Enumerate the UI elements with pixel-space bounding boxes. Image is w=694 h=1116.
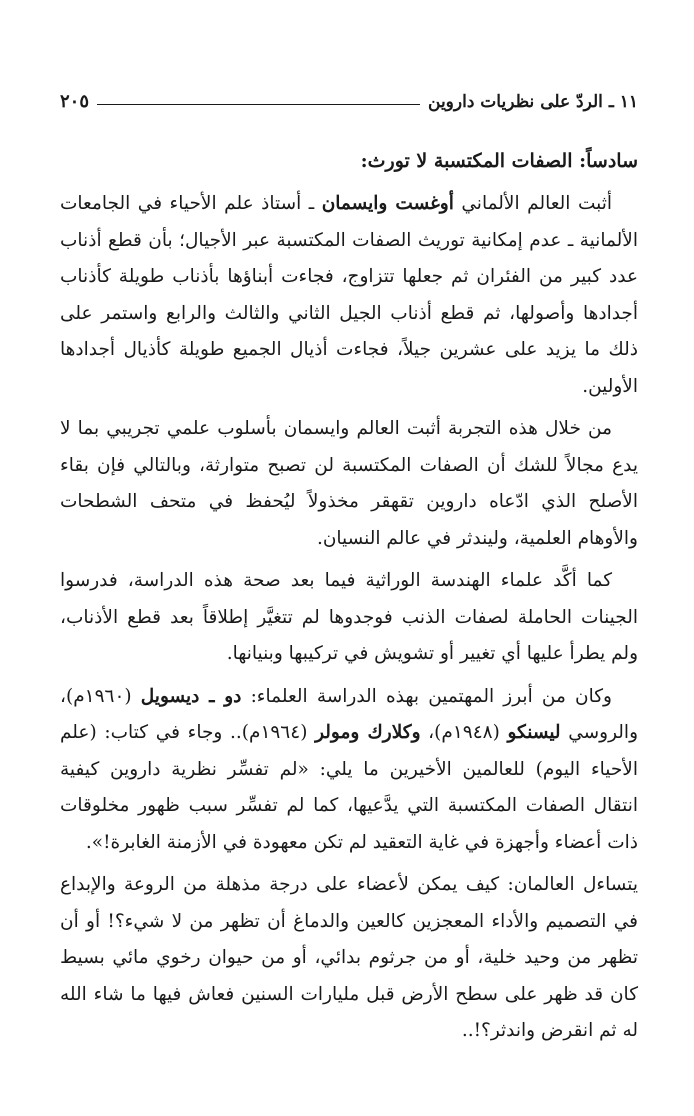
paragraph-2: من خلال هذه التجربة أثبت العالم وايسمان بأسلوب علمي تجريبي بما لا يدع مجالاً للشك أن الصفات المكتسبة لن تصبح متوارثة، وبالتالي فإن بقاء الأصلح الذي ادّعاه داروين تقهقر مخذولاً ليُحفظ في متحف الشطحات والأوهام العلمية، وليندثر في عالم النسيان.: [60, 418, 638, 549]
scientist-name-desoil: دو ـ ديسويل: [140, 685, 242, 707]
scientist-name-weismann: أوغست وايسمان: [321, 193, 454, 214]
paragraph-4-text-a: وكان من أبرز المهتمين بهذه الدراسة العلماء:: [241, 685, 612, 707]
running-header: [60, 82, 638, 112]
paragraph-3: كما أكَّد علماء الهندسة الوراثية فيما بعد صحة هذه الدراسة، فدرسوا الجينات الحاملة لصفات الذنب فوجدوها لم تتغيَّر إطلاقاً بعد قطع الأذناب، ولم يطرأ عليها أي تغيير أو تشويش في تركيبها وبنيانها.: [60, 570, 638, 664]
page-number: ٢٠٥: [60, 91, 90, 112]
scientist-name-lysenko: ليسنكو: [507, 722, 561, 743]
running-title: ١١ ـ الردّ على نظريات داروين: [428, 92, 638, 112]
paragraph-4: [60, 679, 638, 862]
paragraph-1-text-b: ـ أستاذ علم الأحياء في الجامعات الألمانية ـ عدم إمكانية توريث الصفات المكتسبة عبر الأجيال؛ بأن قطع أذناب عدد كبير من الفئران ثم جعلها تتزاوج، فجاءت أبناؤها بأذناب طويلة كأذناب أجدادها وأصولها، ثم قطع أذناب الجيل الثاني والثالث والرابع واستمر على ذلك ما يزيد على عشرين جيلاً، فجاءت أذيال الجميع طويلة كأذيال أجدادها الأولين.: [60, 193, 638, 397]
paragraph-1: [60, 186, 638, 405]
section-title: سادساً: الصفات المكتسبة لا تورث:: [360, 150, 638, 172]
header-rule: [97, 104, 420, 105]
paragraph-5: يتساءل العالمان: كيف يمكن لأعضاء على درجة مذهلة من الروعة والإبداع في التصميم والأداء المعجزين كالعين والدماغ أن تظهر من لا شيء؟! أو أن تظهر من وحيد خلية، أو من جرثوم بدائي، أو من حيوان رخوي مائي بسيط كان قد ظهر على سطح الأرض قبل مليارات السنين فعاش فيها ما شاء الله له ثم انقرض واندثر؟!..: [60, 874, 638, 1041]
paragraph-1-text-a: أثبت العالم الألماني: [453, 193, 612, 214]
paragraph-4-text-d: (١٩٦٤م).. وجاء في كتاب: (علم الأحياء اليوم) للعالمين الأخيرين ما يلي: «لم تفسِّر نظرية داروين كيفية انتقال الصفات المكتسبة التي يدَّعيها، كما لم تفسِّر سبب ظهور مخلوقات ذات أعضاء وأجهزة في غاية التعقيد لم تكن معهودة في الأزمنة الغابرة!».: [60, 722, 638, 853]
scientist-name-clark-muller: وكلارك ومولر: [315, 722, 421, 743]
paragraph-4-text-c: (١٩٤٨م)،: [420, 722, 508, 743]
book-page: [60, 82, 638, 1050]
paragraph-4-text-b: (١٩٦٠م)، والروسي: [60, 685, 638, 743]
